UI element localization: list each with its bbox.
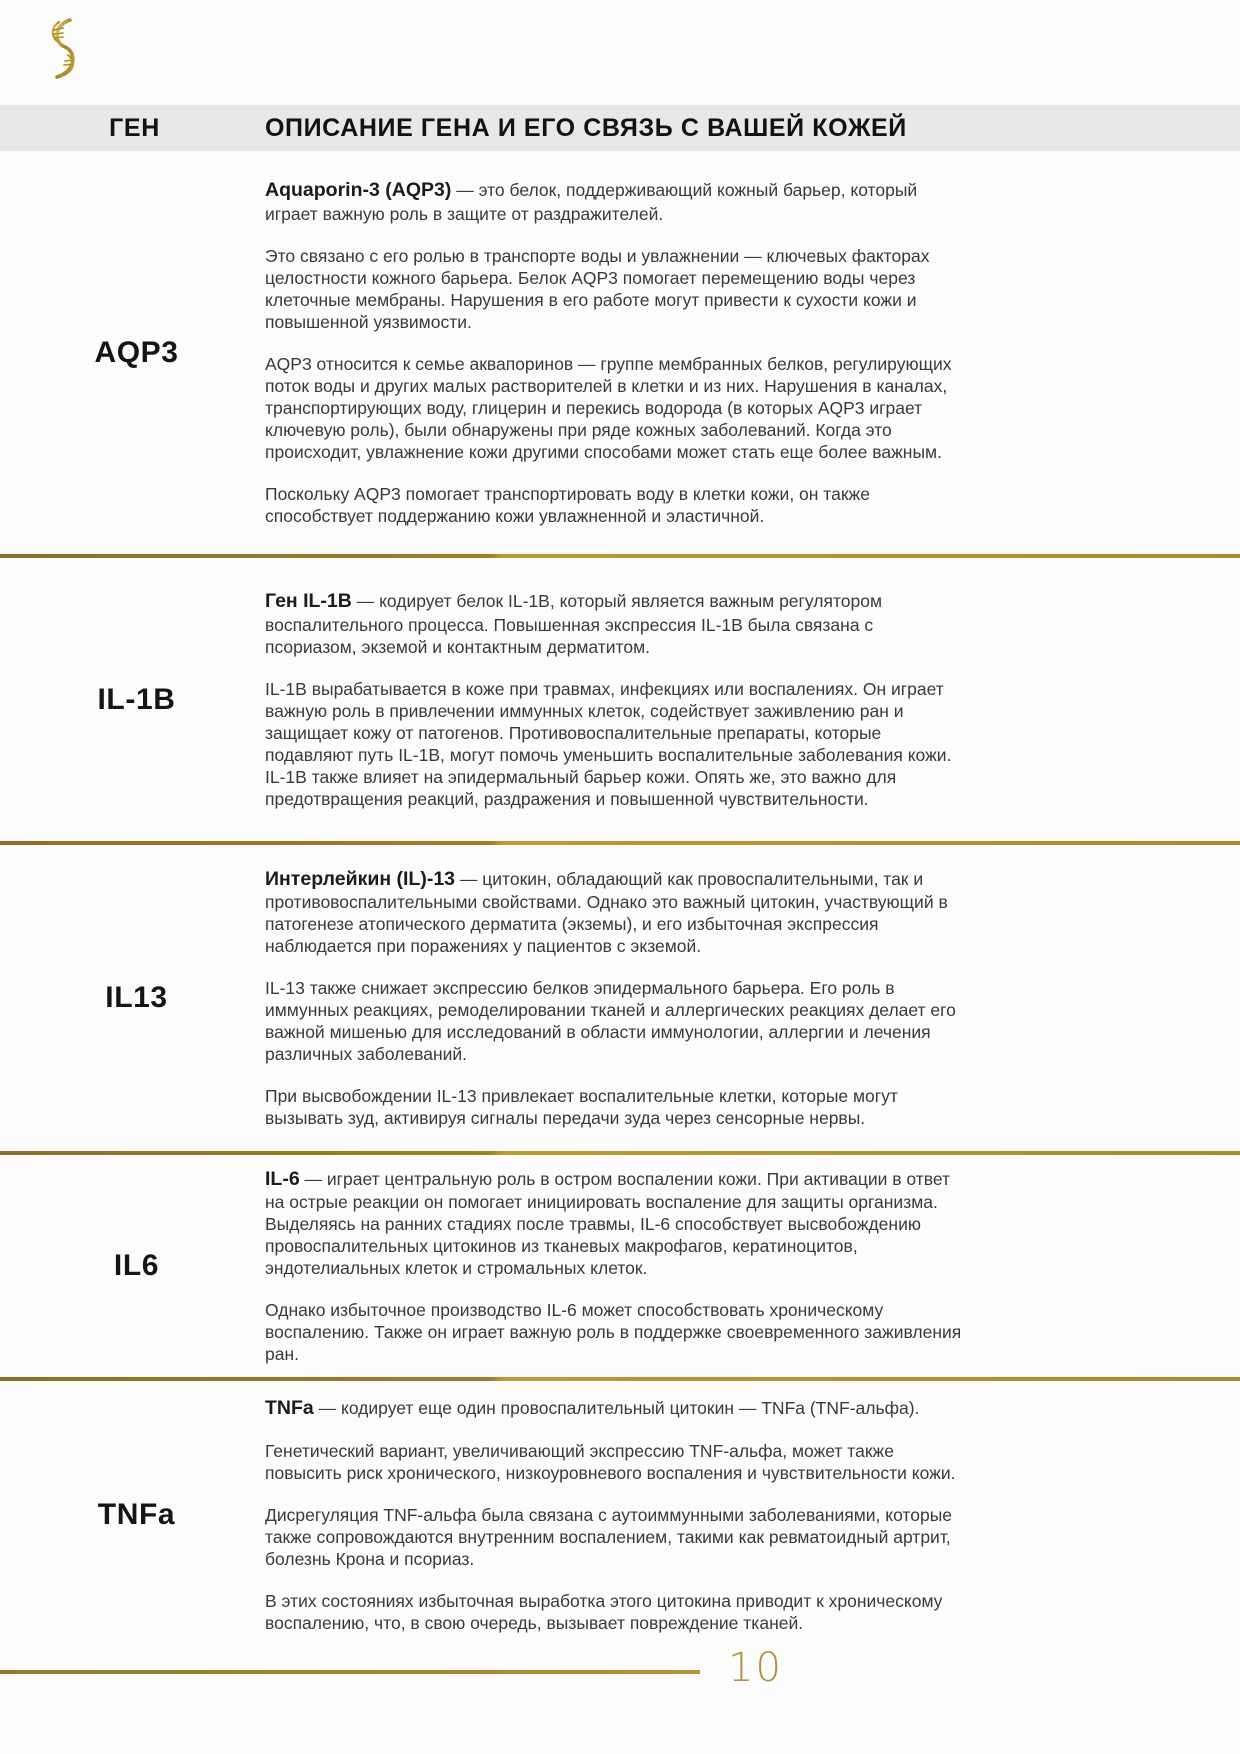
dna-helix-logo-icon bbox=[46, 17, 80, 81]
gene-description-paragraph bbox=[265, 678, 965, 810]
paragraph-text: — кодирует белок IL-1B, который является важным регулятором воспалительного процесса. Повышенная экспрессия IL-1B была связана с псориазом, экземой и контактным дерматитом. bbox=[265, 591, 883, 657]
table-header bbox=[0, 105, 1240, 151]
gene-row-tnfa bbox=[0, 1381, 1240, 1649]
paragraph-text: В этих состояниях избыточная выработка этого цитокина приводит к хроническому воспалению, что, в свою очередь, вызывает повреждение тканей. bbox=[265, 1591, 943, 1634]
gene-description-paragraph bbox=[265, 1440, 965, 1484]
gene-description-paragraph bbox=[265, 1299, 965, 1365]
gene-description-paragraph bbox=[265, 1085, 965, 1129]
paragraph-text: — играет центральную роль в остром воспалении кожи. При активации в ответ на острые реакции он помогает инициировать воспаление для защиты организма. Выделяясь на ранних стадиях после травмы, IL-6 способствует высвобождению провоспалительных цитокинов из тканевых макрофагов, кератиноцитов, эндотелиальных клеток и стромальных клеток. bbox=[265, 1168, 951, 1279]
gene-description-paragraph bbox=[265, 867, 965, 958]
gene-description bbox=[265, 1167, 965, 1366]
gene-description bbox=[265, 1396, 965, 1635]
gene-row-il13 bbox=[0, 845, 1240, 1151]
description-column-header: ОПИСАНИЕ ГЕНА И ЕГО СВЯЗЬ С ВАШЕЙ КОЖЕЙ bbox=[265, 113, 907, 142]
gene-lead-text: TNFa bbox=[265, 1396, 314, 1419]
gene-row-il1b bbox=[0, 558, 1240, 841]
gene-name-label: IL-1B bbox=[97, 682, 176, 716]
gene-description-paragraph bbox=[265, 245, 965, 333]
paragraph-text: IL-1B вырабатывается в коже при травмах, инфекциях или воспалениях. Он играет важную роль в привлечении иммунных клеток, содействует заживлению ран и защищает кожу от патогенов. Противовоспалительные препараты, которые подавляют путь IL-1B, могут помочь уменьшить воспалительные заболевания кожи. IL-1B также влияет на эпидермальный барьер кожи. Опять же, это важно для предотвращения реакций, раздражения и повышенной чувствительности. bbox=[265, 678, 952, 809]
paragraph-text: AQP3 относится к семье аквапоринов — группе мембранных белков, регулирующих поток воды и других малых растворителей в клетки и из них. Нарушения в каналах, транспортирующих воду, глицерин и перекись водорода (в которых AQP3 играет ключевую роль), были обнаружены при ряде кожных заболеваний. Когда это происходит, увлажнение кожи другими способами может стать еще более важным. bbox=[265, 353, 952, 462]
gene-description-paragraph bbox=[265, 589, 965, 658]
paragraph-text: Это связано с его ролью в транспорте воды и увлажнении — ключевых факторах целостности кожного барьера. Белок AQP3 помогает перемещению воды через клеточные мембраны. Нарушения в его работе могут привести к сухости кожи и повышенной уязвимости. bbox=[265, 245, 930, 332]
paragraph-text: Поскольку AQP3 помогает транспортировать воду в клетки кожи, он также способствует поддержанию кожи увлажненной и эластичной. bbox=[265, 483, 870, 527]
gene-description bbox=[265, 178, 965, 527]
paragraph-text: — цитокин, обладающий как провоспалительными, так и противовоспалительными свойствами. Однако это важный цитокин, участвующий в патогенезе атопического дерматита (экземы), и его избыточная экспрессия наблюдается при поражениях у пациентов с экземой. bbox=[265, 868, 948, 957]
gene-description-paragraph bbox=[265, 353, 965, 463]
gene-description-paragraph bbox=[265, 1590, 965, 1634]
paragraph-text: — это белок, поддерживающий кожный барьер, который играет важную роль в защите от раздражителей. bbox=[265, 179, 918, 224]
gene-description-paragraph bbox=[265, 483, 965, 527]
gene-lead-text: Aquaporin-3 (AQP3) bbox=[265, 178, 452, 201]
gene-lead-text: Интерлейкин (IL)-13 bbox=[265, 867, 456, 890]
gene-name-label: TNFa bbox=[97, 1498, 176, 1531]
paragraph-text: Генетический вариант, увеличивающий экспрессию TNF-альфа, может также повысить риск хронического, низкоуровневого воспаления и чувствительности кожи. bbox=[265, 1441, 956, 1484]
gene-description bbox=[265, 867, 965, 1130]
gene-name-label: AQP3 bbox=[94, 335, 179, 369]
paragraph-text: При высвобождении IL-13 привлекает воспалительные клетки, которые могут вызывать зуд, активируя сигналы передачи зуда через сенсорные нервы. bbox=[265, 1086, 898, 1129]
page-footer bbox=[0, 1645, 1240, 1705]
paragraph-text: Дисрегуляция TNF-альфа была связана с аутоиммунными заболеваниями, которые также сопровождаются внутренним воспалением, такими как ревматоидный артрит, болезнь Крона и псориаз. bbox=[265, 1505, 953, 1570]
gene-name-label: IL6 bbox=[113, 1249, 160, 1282]
gene-description-paragraph bbox=[265, 1167, 965, 1280]
gene-column-header: ГЕН bbox=[109, 113, 160, 142]
footer-divider-line bbox=[0, 1670, 700, 1674]
paragraph-text: Однако избыточное производство IL-6 может способствовать хроническому воспалению. Также он играет важную роль в поддержке своевременного заживления ран. bbox=[265, 1300, 962, 1365]
gene-name-label: IL13 bbox=[105, 981, 168, 1014]
paragraph-text: — кодирует еще один провоспалительный цитокин — TNFa (TNF-альфа). bbox=[313, 1397, 920, 1418]
gene-row-il6 bbox=[0, 1155, 1240, 1377]
gene-lead-text: IL-6 bbox=[265, 1167, 300, 1190]
gene-description bbox=[265, 589, 965, 810]
page-top-bar bbox=[0, 0, 1240, 105]
gene-row-aqp3 bbox=[0, 151, 1240, 554]
gene-description-paragraph bbox=[265, 977, 965, 1065]
gene-description-paragraph bbox=[265, 1504, 965, 1570]
gene-description-paragraph bbox=[265, 1396, 965, 1421]
paragraph-text: IL-13 также снижает экспрессию белков эпидермального барьера. Его роль в иммунных реакциях, ремоделировании тканей и аллергических реакциях делает его важной мишенью для исследований в области иммунологии, аллергии и лечения различных заболеваний. bbox=[265, 978, 956, 1065]
page-number: 10 bbox=[728, 1645, 783, 1691]
gene-description-paragraph bbox=[265, 178, 965, 225]
gene-lead-text: Ген IL-1B bbox=[265, 590, 352, 613]
